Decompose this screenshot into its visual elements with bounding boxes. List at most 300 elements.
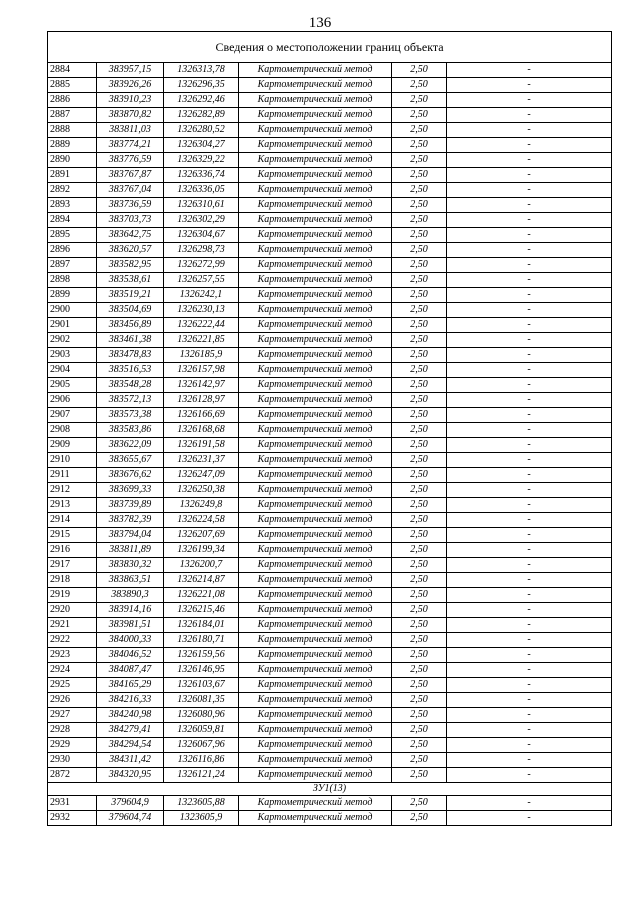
description-cell: - — [447, 348, 612, 363]
method-cell: Картометрический метод — [239, 513, 392, 528]
coordinate-y: 1326180,71 — [164, 633, 239, 648]
accuracy-cell: 2,50 — [392, 408, 447, 423]
table-row — [48, 588, 612, 603]
coordinate-y: 1326310,61 — [164, 198, 239, 213]
method-cell: Картометрический метод — [239, 93, 392, 108]
point-number: 2914 — [48, 513, 97, 528]
coordinate-x: 383548,28 — [97, 378, 164, 393]
description-cell: - — [447, 678, 612, 693]
method-cell: Картометрический метод — [239, 468, 392, 483]
description-cell: - — [447, 513, 612, 528]
description-cell: - — [447, 228, 612, 243]
method-cell: Картометрический метод — [239, 633, 392, 648]
table-row — [48, 78, 612, 93]
table-row — [48, 573, 612, 588]
method-cell: Картометрический метод — [239, 153, 392, 168]
coordinate-y: 1326142,97 — [164, 378, 239, 393]
description-cell: - — [447, 558, 612, 573]
coordinate-y: 1326329,22 — [164, 153, 239, 168]
coordinate-y: 1326207,69 — [164, 528, 239, 543]
point-number: 2897 — [48, 258, 97, 273]
accuracy-cell: 2,50 — [392, 258, 447, 273]
method-cell: Картометрический метод — [239, 63, 392, 78]
table-row — [48, 63, 612, 78]
method-cell: Картометрический метод — [239, 618, 392, 633]
method-cell: Картометрический метод — [239, 738, 392, 753]
table-row — [48, 618, 612, 633]
table-row — [48, 811, 612, 826]
coordinate-y: 1326214,87 — [164, 573, 239, 588]
point-number: 2891 — [48, 168, 97, 183]
coordinate-y: 1326302,29 — [164, 213, 239, 228]
point-number: 2887 — [48, 108, 97, 123]
description-cell: - — [447, 498, 612, 513]
method-cell: Картометрический метод — [239, 678, 392, 693]
coordinate-y: 1326298,73 — [164, 243, 239, 258]
method-cell: Картометрический метод — [239, 183, 392, 198]
coordinate-x: 383981,51 — [97, 618, 164, 633]
table-row — [48, 483, 612, 498]
accuracy-cell: 2,50 — [392, 288, 447, 303]
table-row — [48, 108, 612, 123]
coordinate-y: 1323605,9 — [164, 811, 239, 826]
description-cell: - — [447, 588, 612, 603]
point-number: 2927 — [48, 708, 97, 723]
method-cell: Картометрический метод — [239, 273, 392, 288]
table-row — [48, 183, 612, 198]
point-number: 2899 — [48, 288, 97, 303]
point-number: 2910 — [48, 453, 97, 468]
point-number: 2885 — [48, 78, 97, 93]
coordinate-x: 383830,32 — [97, 558, 164, 573]
point-number: 2928 — [48, 723, 97, 738]
description-cell: - — [447, 288, 612, 303]
table-row — [48, 693, 612, 708]
table-row — [48, 378, 612, 393]
page-number: 136 — [308, 15, 332, 31]
description-cell: - — [447, 633, 612, 648]
coordinate-x: 384240,98 — [97, 708, 164, 723]
method-cell: Картометрический метод — [239, 378, 392, 393]
accuracy-cell: 2,50 — [392, 483, 447, 498]
description-cell: - — [447, 573, 612, 588]
description-cell: - — [447, 663, 612, 678]
table-row — [48, 796, 612, 811]
accuracy-cell: 2,50 — [392, 796, 447, 811]
coordinate-x: 383538,61 — [97, 273, 164, 288]
point-number: 2886 — [48, 93, 97, 108]
description-cell: - — [447, 796, 612, 811]
coordinate-x: 384000,33 — [97, 633, 164, 648]
point-number: 2923 — [48, 648, 97, 663]
coordinate-y: 1326247,09 — [164, 468, 239, 483]
accuracy-cell: 2,50 — [392, 753, 447, 768]
coordinate-y: 1326242,1 — [164, 288, 239, 303]
description-cell: - — [447, 63, 612, 78]
coordinate-y: 1326081,35 — [164, 693, 239, 708]
coordinate-y: 1326221,08 — [164, 588, 239, 603]
method-cell: Картометрический метод — [239, 213, 392, 228]
coordinate-x: 383703,73 — [97, 213, 164, 228]
method-cell: Картометрический метод — [239, 243, 392, 258]
description-cell: - — [447, 303, 612, 318]
description-cell: - — [447, 378, 612, 393]
point-number: 2915 — [48, 528, 97, 543]
point-number: 2906 — [48, 393, 97, 408]
point-number: 2913 — [48, 498, 97, 513]
method-cell: Картометрический метод — [239, 408, 392, 423]
table-row — [48, 303, 612, 318]
coordinate-x: 383739,89 — [97, 498, 164, 513]
coordinate-y: 1326185,9 — [164, 348, 239, 363]
accuracy-cell: 2,50 — [392, 93, 447, 108]
section-row — [48, 783, 612, 796]
coordinate-x: 383811,03 — [97, 123, 164, 138]
description-cell: - — [447, 543, 612, 558]
coordinate-x: 383456,89 — [97, 318, 164, 333]
point-number: 2916 — [48, 543, 97, 558]
section-label: ЗУ1(13) — [48, 783, 612, 796]
description-cell: - — [447, 693, 612, 708]
method-cell: Картометрический метод — [239, 123, 392, 138]
description-cell: - — [447, 738, 612, 753]
method-cell: Картометрический метод — [239, 333, 392, 348]
table-row — [48, 753, 612, 768]
table-row — [48, 273, 612, 288]
table-row — [48, 318, 612, 333]
coordinate-x: 383582,95 — [97, 258, 164, 273]
method-cell: Картометрический метод — [239, 723, 392, 738]
description-cell: - — [447, 123, 612, 138]
accuracy-cell: 2,50 — [392, 213, 447, 228]
coordinate-x: 383767,04 — [97, 183, 164, 198]
method-cell: Картометрический метод — [239, 348, 392, 363]
accuracy-cell: 2,50 — [392, 198, 447, 213]
method-cell: Картометрический метод — [239, 603, 392, 618]
point-number: 2921 — [48, 618, 97, 633]
coordinate-y: 1326250,38 — [164, 483, 239, 498]
coordinate-x: 383890,3 — [97, 588, 164, 603]
method-cell: Картометрический метод — [239, 303, 392, 318]
coordinate-y: 1326224,58 — [164, 513, 239, 528]
coordinate-x: 383516,53 — [97, 363, 164, 378]
method-cell: Картометрический метод — [239, 228, 392, 243]
description-cell: - — [447, 648, 612, 663]
coordinate-y: 1326222,44 — [164, 318, 239, 333]
point-number: 2918 — [48, 573, 97, 588]
accuracy-cell: 2,50 — [392, 723, 447, 738]
point-number: 2909 — [48, 438, 97, 453]
coordinate-y: 1326304,67 — [164, 228, 239, 243]
coordinate-y: 1326292,46 — [164, 93, 239, 108]
coordinate-x: 383504,69 — [97, 303, 164, 318]
point-number: 2902 — [48, 333, 97, 348]
accuracy-cell: 2,50 — [392, 558, 447, 573]
description-cell: - — [447, 753, 612, 768]
accuracy-cell: 2,50 — [392, 168, 447, 183]
coordinate-x: 383519,21 — [97, 288, 164, 303]
accuracy-cell: 2,50 — [392, 648, 447, 663]
accuracy-cell: 2,50 — [392, 708, 447, 723]
table-row — [48, 408, 612, 423]
description-cell: - — [447, 78, 612, 93]
point-number: 2926 — [48, 693, 97, 708]
method-cell: Картометрический метод — [239, 768, 392, 783]
description-cell: - — [447, 723, 612, 738]
coordinate-y: 1326080,96 — [164, 708, 239, 723]
method-cell: Картометрический метод — [239, 588, 392, 603]
coordinate-x: 384294,54 — [97, 738, 164, 753]
description-cell: - — [447, 138, 612, 153]
accuracy-cell: 2,50 — [392, 453, 447, 468]
point-number: 2901 — [48, 318, 97, 333]
coordinate-x: 384320,95 — [97, 768, 164, 783]
accuracy-cell: 2,50 — [392, 273, 447, 288]
method-cell: Картометрический метод — [239, 648, 392, 663]
point-number: 2922 — [48, 633, 97, 648]
coordinate-x: 384087,47 — [97, 663, 164, 678]
description-cell: - — [447, 528, 612, 543]
method-cell: Картометрический метод — [239, 288, 392, 303]
table-row — [48, 468, 612, 483]
table-row — [48, 438, 612, 453]
coordinate-y: 1326257,55 — [164, 273, 239, 288]
table-row — [48, 348, 612, 363]
coordinate-x: 383957,15 — [97, 63, 164, 78]
accuracy-cell: 2,50 — [392, 693, 447, 708]
coordinate-y: 1326336,05 — [164, 183, 239, 198]
method-cell: Картометрический метод — [239, 796, 392, 811]
accuracy-cell: 2,50 — [392, 303, 447, 318]
description-cell: - — [447, 438, 612, 453]
description-cell: - — [447, 183, 612, 198]
accuracy-cell: 2,50 — [392, 543, 447, 558]
coordinate-x: 383926,26 — [97, 78, 164, 93]
table-row — [48, 558, 612, 573]
coordinate-x: 384216,33 — [97, 693, 164, 708]
point-number: 2900 — [48, 303, 97, 318]
method-cell: Картометрический метод — [239, 138, 392, 153]
coordinate-x: 383573,38 — [97, 408, 164, 423]
accuracy-cell: 2,50 — [392, 318, 447, 333]
coordinate-y: 1326191,58 — [164, 438, 239, 453]
method-cell: Картометрический метод — [239, 453, 392, 468]
point-number: 2905 — [48, 378, 97, 393]
method-cell: Картометрический метод — [239, 363, 392, 378]
point-number: 2904 — [48, 363, 97, 378]
accuracy-cell: 2,50 — [392, 588, 447, 603]
boundary-coordinates-table — [47, 31, 612, 826]
point-number: 2894 — [48, 213, 97, 228]
coordinate-y: 1326272,99 — [164, 258, 239, 273]
coordinate-y: 1326280,52 — [164, 123, 239, 138]
coordinate-y: 1326146,95 — [164, 663, 239, 678]
table-row — [48, 513, 612, 528]
accuracy-cell: 2,50 — [392, 738, 447, 753]
table-row — [48, 213, 612, 228]
coordinate-x: 383622,09 — [97, 438, 164, 453]
coordinate-y: 1326168,68 — [164, 423, 239, 438]
coordinate-x: 383910,23 — [97, 93, 164, 108]
point-number: 2893 — [48, 198, 97, 213]
table-row — [48, 453, 612, 468]
coordinate-x: 383736,59 — [97, 198, 164, 213]
coordinate-x: 383620,57 — [97, 243, 164, 258]
method-cell: Картометрический метод — [239, 483, 392, 498]
table-row — [48, 633, 612, 648]
coordinate-y: 1326215,46 — [164, 603, 239, 618]
coordinate-y: 1326249,8 — [164, 498, 239, 513]
coordinate-x: 383782,39 — [97, 513, 164, 528]
coordinate-x: 383461,38 — [97, 333, 164, 348]
point-number: 2890 — [48, 153, 97, 168]
coordinate-x: 384311,42 — [97, 753, 164, 768]
coordinate-y: 1326336,74 — [164, 168, 239, 183]
table-row — [48, 708, 612, 723]
table-row — [48, 153, 612, 168]
accuracy-cell: 2,50 — [392, 528, 447, 543]
description-cell: - — [447, 423, 612, 438]
point-number: 2892 — [48, 183, 97, 198]
coordinate-y: 1326103,67 — [164, 678, 239, 693]
method-cell: Картометрический метод — [239, 498, 392, 513]
table-title: Сведения о местоположении границ объекта — [48, 32, 612, 63]
method-cell: Картометрический метод — [239, 168, 392, 183]
point-number: 2889 — [48, 138, 97, 153]
coordinate-x: 383642,75 — [97, 228, 164, 243]
description-cell: - — [447, 618, 612, 633]
accuracy-cell: 2,50 — [392, 378, 447, 393]
method-cell: Картометрический метод — [239, 438, 392, 453]
table-row — [48, 768, 612, 783]
point-number: 2920 — [48, 603, 97, 618]
method-cell: Картометрический метод — [239, 258, 392, 273]
coordinate-y: 1323605,88 — [164, 796, 239, 811]
description-cell: - — [447, 93, 612, 108]
method-cell: Картометрический метод — [239, 108, 392, 123]
description-cell: - — [447, 603, 612, 618]
table-row — [48, 423, 612, 438]
point-number: 2925 — [48, 678, 97, 693]
method-cell: Картометрический метод — [239, 573, 392, 588]
point-number: 2908 — [48, 423, 97, 438]
point-number: 2907 — [48, 408, 97, 423]
coordinate-x: 383676,62 — [97, 468, 164, 483]
method-cell: Картометрический метод — [239, 393, 392, 408]
coordinate-y: 1326184,01 — [164, 618, 239, 633]
table-row — [48, 543, 612, 558]
description-cell: - — [447, 811, 612, 826]
accuracy-cell: 2,50 — [392, 633, 447, 648]
coordinate-x: 383655,67 — [97, 453, 164, 468]
coordinate-y: 1326059,81 — [164, 723, 239, 738]
table-row — [48, 363, 612, 378]
coordinate-x: 383774,21 — [97, 138, 164, 153]
description-cell: - — [447, 108, 612, 123]
coordinate-x: 384046,52 — [97, 648, 164, 663]
point-number: 2888 — [48, 123, 97, 138]
coordinate-x: 379604,9 — [97, 796, 164, 811]
accuracy-cell: 2,50 — [392, 663, 447, 678]
accuracy-cell: 2,50 — [392, 228, 447, 243]
point-number: 2932 — [48, 811, 97, 826]
accuracy-cell: 2,50 — [392, 138, 447, 153]
accuracy-cell: 2,50 — [392, 63, 447, 78]
description-cell: - — [447, 708, 612, 723]
point-number: 2884 — [48, 63, 97, 78]
method-cell: Картометрический метод — [239, 198, 392, 213]
accuracy-cell: 2,50 — [392, 618, 447, 633]
table-row — [48, 93, 612, 108]
coordinate-x: 383776,59 — [97, 153, 164, 168]
accuracy-cell: 2,50 — [392, 678, 447, 693]
table-row — [48, 288, 612, 303]
point-number: 2931 — [48, 796, 97, 811]
coordinate-x: 383767,87 — [97, 168, 164, 183]
point-number: 2896 — [48, 243, 97, 258]
coordinate-x: 383699,33 — [97, 483, 164, 498]
point-number: 2929 — [48, 738, 97, 753]
table-row — [48, 333, 612, 348]
description-cell: - — [447, 153, 612, 168]
coordinate-x: 384165,29 — [97, 678, 164, 693]
accuracy-cell: 2,50 — [392, 513, 447, 528]
coordinate-x: 383478,83 — [97, 348, 164, 363]
method-cell: Картометрический метод — [239, 528, 392, 543]
table-row — [48, 123, 612, 138]
method-cell: Картометрический метод — [239, 753, 392, 768]
accuracy-cell: 2,50 — [392, 108, 447, 123]
table-row — [48, 678, 612, 693]
table-row — [48, 723, 612, 738]
coordinate-y: 1326230,13 — [164, 303, 239, 318]
description-cell: - — [447, 318, 612, 333]
coordinate-x: 383811,89 — [97, 543, 164, 558]
accuracy-cell: 2,50 — [392, 153, 447, 168]
table-row — [48, 393, 612, 408]
coordinate-y: 1326159,56 — [164, 648, 239, 663]
point-number: 2919 — [48, 588, 97, 603]
description-cell: - — [447, 393, 612, 408]
coordinate-y: 1326116,86 — [164, 753, 239, 768]
description-cell: - — [447, 333, 612, 348]
coordinate-y: 1326304,27 — [164, 138, 239, 153]
description-cell: - — [447, 168, 612, 183]
table-row — [48, 648, 612, 663]
description-cell: - — [447, 258, 612, 273]
description-cell: - — [447, 408, 612, 423]
table-row — [48, 663, 612, 678]
accuracy-cell: 2,50 — [392, 603, 447, 618]
coordinate-x: 379604,74 — [97, 811, 164, 826]
point-number: 2924 — [48, 663, 97, 678]
accuracy-cell: 2,50 — [392, 78, 447, 93]
method-cell: Картометрический метод — [239, 543, 392, 558]
description-cell: - — [447, 243, 612, 258]
accuracy-cell: 2,50 — [392, 438, 447, 453]
table-row — [48, 243, 612, 258]
description-cell: - — [447, 198, 612, 213]
method-cell: Картометрический метод — [239, 811, 392, 826]
point-number: 2911 — [48, 468, 97, 483]
coordinate-y: 1326282,89 — [164, 108, 239, 123]
coordinate-y: 1326313,78 — [164, 63, 239, 78]
accuracy-cell: 2,50 — [392, 498, 447, 513]
coordinate-y: 1326121,24 — [164, 768, 239, 783]
description-cell: - — [447, 363, 612, 378]
method-cell: Картометрический метод — [239, 708, 392, 723]
table-row — [48, 198, 612, 213]
